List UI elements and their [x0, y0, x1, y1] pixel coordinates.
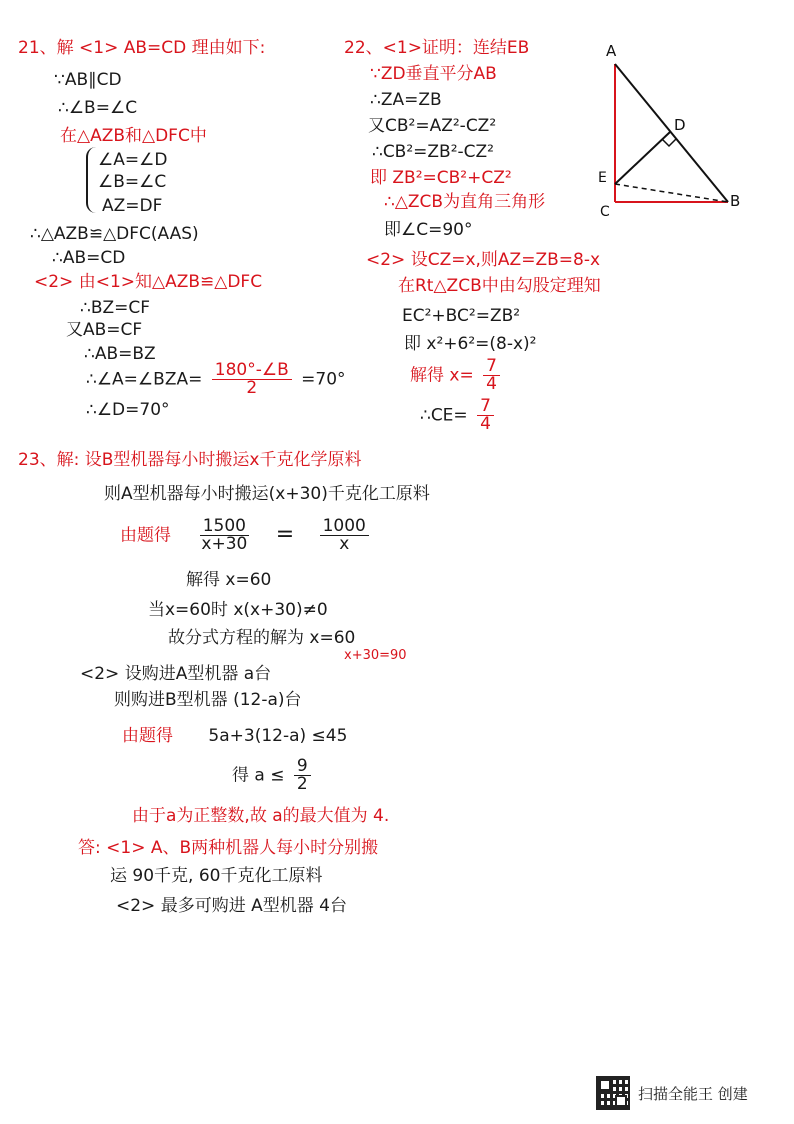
- q21-line-8: ∴△AZB≌△DFC(AAS): [30, 224, 199, 244]
- label-d: D: [674, 116, 686, 134]
- q21-line-1: 21、解 <1> AB=CD 理由如下:: [18, 38, 266, 58]
- q22-line-2: ∵ZD垂直平分AB: [370, 64, 497, 84]
- q23-line-3: [120, 518, 373, 553]
- right-angle-mark: [662, 139, 676, 146]
- q21-line-10: <2> 由<1>知△AZB≌△DFC: [34, 272, 263, 292]
- q22-line-5: ∴CB²=ZB²-CZ²: [372, 142, 494, 162]
- q21-line-4: 在△AZB和△DFC中: [60, 126, 207, 146]
- q22-line-1: 22、<1>证明：连结EB: [344, 38, 530, 58]
- q21-line-11: ∴BZ=CF: [80, 298, 151, 318]
- q23-line-1: 23、解: 设B型机器每小时搬运x千克化学原料: [18, 450, 362, 470]
- footer-watermark: [596, 1076, 748, 1110]
- q23-line-10-pre: 得 a ≤: [232, 765, 285, 786]
- q21-fraction-denominator: 2: [246, 378, 258, 398]
- q22-line-4: 又CB²=AZ²-CZ²: [368, 116, 497, 136]
- q22-line-12: 即 x²+6²=(8-x)²: [404, 334, 537, 354]
- q23-fraction-2-denominator: x: [339, 534, 350, 554]
- label-a: A: [606, 42, 617, 60]
- footer-text: 扫描全能王 创建: [638, 1084, 748, 1103]
- q22-fraction-b-numerator: 7: [477, 398, 494, 416]
- q23-equals: =: [275, 521, 295, 547]
- q23-fraction-2-numerator: 1000: [320, 518, 369, 536]
- label-c: C: [600, 204, 610, 220]
- q22-line-14: [420, 398, 498, 433]
- q23-fraction-1-denominator: x+30: [201, 534, 248, 554]
- q22-line-14-pre: ∴CE=: [420, 405, 468, 426]
- q22-fraction-a-numerator: 7: [483, 358, 500, 376]
- q22-fraction-b: [477, 398, 494, 433]
- q23-line-14: <2> 最多可购进 A型机器 4台: [116, 896, 347, 916]
- q23-line-10: [232, 758, 315, 793]
- q22-fraction-a-denominator: 4: [486, 374, 497, 394]
- q21-fraction-numerator: 180°-∠B: [212, 362, 292, 380]
- q23-line-4: 解得 x=60: [186, 570, 272, 590]
- q21-line-9: ∴AB=CD: [52, 248, 126, 268]
- q22-line-8: 即∠C=90°: [384, 220, 473, 240]
- q23-line-6: 故分式方程的解为 x=60: [168, 628, 356, 648]
- q21-line-3: ∴∠B=∠C: [58, 98, 138, 118]
- q21-line-5: ∠A=∠D: [98, 150, 168, 170]
- q21-line-15: ∴∠D=70°: [86, 400, 170, 420]
- q22-line-13-pre: 解得 x=: [410, 365, 474, 386]
- q22-line-6: 即 ZB²=CB²+CZ²: [370, 168, 512, 188]
- label-b: B: [730, 192, 741, 210]
- brace: [86, 147, 98, 213]
- q23-line-7: <2> 设购进A型机器 a台: [80, 664, 272, 684]
- q23-line-5: 当x=60时 x(x+30)≠0: [148, 600, 328, 620]
- q23-fraction-3: [294, 758, 311, 793]
- q23-line-2: 则A型机器每小时搬运(x+30)千克化工原料: [104, 484, 430, 504]
- q23-line-13: 运 90千克, 60千克化工原料: [110, 866, 323, 886]
- segment-ab: [615, 64, 728, 202]
- q21-line-13: ∴AB=BZ: [84, 344, 156, 364]
- q21-line-14: [86, 362, 346, 397]
- q22-line-10: 在Rt△ZCB中由勾股定理知: [398, 276, 601, 296]
- q22-line-9: <2> 设CZ=x,则AZ=ZB=8-x: [366, 250, 601, 270]
- q23-line-9-inequality: 5a+3(12-a) ≤45: [208, 726, 348, 746]
- q21-line-2: ∵AB∥CD: [54, 70, 122, 90]
- q23-line-8: 则购进B型机器 (12-a)台: [114, 690, 302, 710]
- q23-fraction-2: [320, 518, 369, 553]
- q21-line-14-post: =70°: [301, 369, 346, 390]
- q23-line-12: 答: <1> A、B两种机器人每小时分别搬: [78, 838, 379, 858]
- q23-line-11: 由于a为正整数,故 a的最大值为 4.: [132, 806, 390, 826]
- q22-line-13: [410, 358, 504, 393]
- q23-fraction-3-numerator: 9: [294, 758, 311, 776]
- q21-line-12: 又AB=CF: [66, 320, 143, 340]
- q22-line-7: ∴△ZCB为直角三角形: [384, 192, 546, 212]
- q22-line-3: ∴ZA=ZB: [370, 90, 442, 110]
- q23-line-9-pre: 由题得: [122, 726, 173, 746]
- q23-fraction-1: [198, 518, 250, 553]
- triangle-figure: [590, 36, 760, 226]
- q22-line-11: EC²+BC²=ZB²: [402, 306, 521, 326]
- q22-fraction-a: [483, 358, 500, 393]
- q23-line-6b: x+30=90: [344, 648, 407, 663]
- q21-line-7: AZ=DF: [102, 196, 163, 216]
- label-e: E: [598, 170, 607, 186]
- segment-eb-dashed: [615, 184, 728, 202]
- q23-line-9: [122, 726, 347, 746]
- q22-fraction-b-denominator: 4: [480, 414, 491, 434]
- q23-fraction-3-denominator: 2: [296, 774, 308, 794]
- q21-line-14-pre: ∴∠A=∠BZA=: [86, 369, 203, 390]
- q23-line-3-pre: 由题得: [120, 525, 171, 546]
- qr-code-icon: [596, 1076, 630, 1110]
- q23-fraction-1-numerator: 1500: [200, 518, 249, 536]
- q21-fraction: [212, 362, 292, 397]
- q21-line-6: ∠B=∠C: [98, 172, 167, 192]
